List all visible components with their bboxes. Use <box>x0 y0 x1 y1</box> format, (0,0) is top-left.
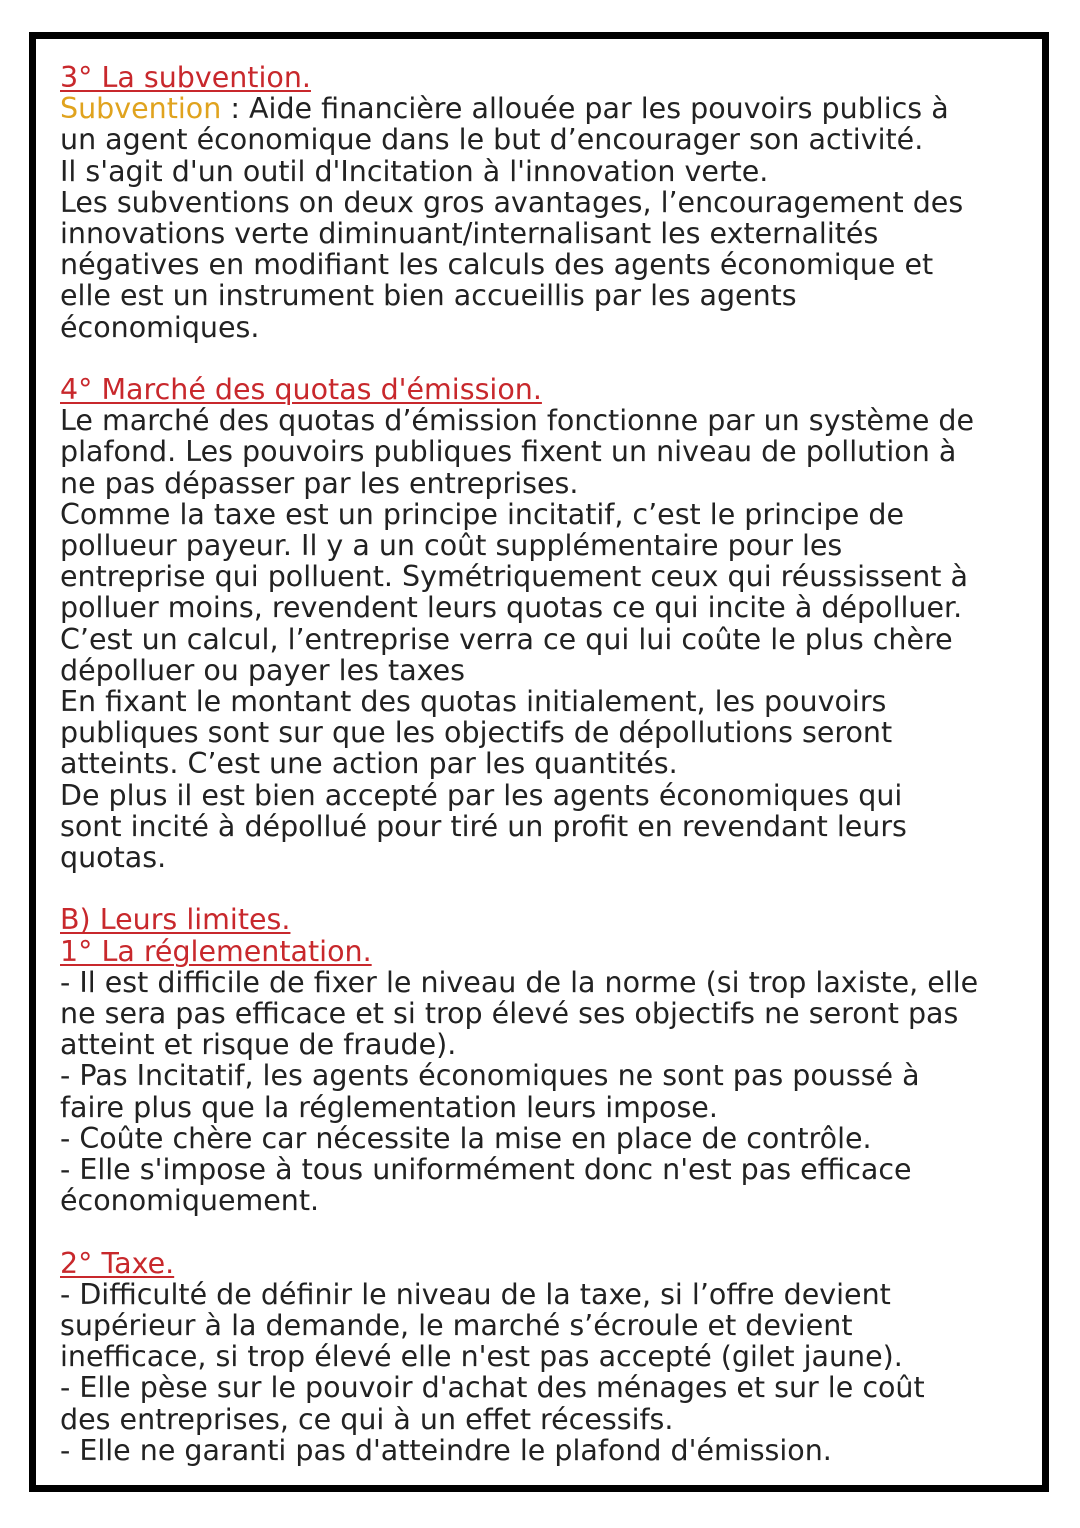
text-line: - Elle s'impose à tous uniformément donc n'est pas efficace <box>60 1153 912 1187</box>
section-spacer <box>60 873 1030 904</box>
text-line: des entreprises, ce qui à un effet récessifs. <box>60 1402 674 1436</box>
section-spacer <box>60 343 1030 374</box>
heading-quotas: 4° Marché des quotas d'émission. <box>60 373 542 407</box>
text-line: ne pas dépasser par les entreprises. <box>60 466 579 500</box>
section-spacer <box>60 1216 1030 1247</box>
text-line: elle est un instrument bien accueillis par les agents <box>60 279 797 313</box>
text-line: Les subventions on deux gros avantages, l’encouragement des <box>60 185 964 219</box>
text-line: économiquement. <box>60 1184 320 1218</box>
text-line: En fixant le montant des quotas initialement, les pouvoirs <box>60 685 887 719</box>
text-line: entreprise qui polluent. Symétriquement ceux qui réussissent à <box>60 560 968 594</box>
text-line: dépolluer ou payer les taxes <box>60 653 466 687</box>
text-line: atteints. C’est une action par les quantités. <box>60 747 678 781</box>
heading-subvention: 3° La subvention. <box>60 61 311 94</box>
text-line: négatives en modifiant les calculs des agents économique et <box>60 248 934 282</box>
text-line: - Pas Incitatif, les agents économiques ne sont pas poussé à <box>60 1059 920 1093</box>
text-line: atteint et risque de fraude). <box>60 1028 457 1062</box>
definition-text: : Aide financière allouée par les pouvoirs publics à <box>221 92 949 126</box>
text-line: sont incité à dépollué pour tiré un profit en revendant leurs <box>60 809 907 843</box>
text-line: C’est un calcul, l’entreprise verra ce qui lui coûte le plus chère <box>60 622 953 656</box>
text-line: - Coûte chère car nécessite la mise en place de contrôle. <box>60 1121 872 1155</box>
text-line: un agent économique dans le but d’encourager son activité. <box>60 123 924 157</box>
text-line: innovations verte diminuant/internalisant les externalités <box>60 217 879 251</box>
heading-limits: B) Leurs limites. <box>60 903 291 937</box>
text-line: supérieur à la demande, le marché s’écroule et devient <box>60 1309 853 1343</box>
text-line: De plus il est bien accepté par les agents économiques qui <box>60 778 903 812</box>
text-line: - Elle pèse sur le pouvoir d'achat des ménages et sur le coût <box>60 1371 925 1405</box>
text-line: quotas. <box>60 841 167 875</box>
text-line: plafond. Les pouvoirs publiques fixent un niveau de pollution à <box>60 435 957 469</box>
term-subvention: Subvention <box>60 92 222 126</box>
heading-reglementation: 1° La réglementation. <box>60 934 372 968</box>
text-line: - Il est difficile de fixer le niveau de la norme (si trop laxiste, elle <box>60 965 979 999</box>
document-body <box>60 62 1030 1466</box>
text-line: publiques sont sur que les objectifs de dépollutions seront <box>60 716 893 750</box>
text-line: ne sera pas efficace et si trop élevé ses objectifs ne seront pas <box>60 997 959 1031</box>
text-line: Il s'agit d'un outil d'Incitation à l'innovation verte. <box>60 154 769 188</box>
text-line: polluer moins, revendent leurs quotas ce qui incite à dépolluer. <box>60 591 963 625</box>
text-line: Le marché des quotas d’émission fonctionne par un système de <box>60 404 975 438</box>
text-line: économiques. <box>60 310 260 344</box>
text-line: - Difficulté de définir le niveau de la taxe, si l’offre devient <box>60 1277 891 1311</box>
text-line: pollueur payeur. Il y a un coût supplémentaire pour les <box>60 529 843 563</box>
definition-line <box>60 93 1030 124</box>
text-line: Comme la taxe est un principe incitatif, c’est le principe de <box>60 497 904 531</box>
text-line: faire plus que la réglementation leurs impose. <box>60 1090 718 1124</box>
text-line: - Elle ne garanti pas d'atteindre le plafond d'émission. <box>60 1433 832 1467</box>
heading-taxe: 2° Taxe. <box>60 1246 175 1280</box>
text-line: inefficace, si trop élevé elle n'est pas accepté (gilet jaune). <box>60 1340 903 1374</box>
